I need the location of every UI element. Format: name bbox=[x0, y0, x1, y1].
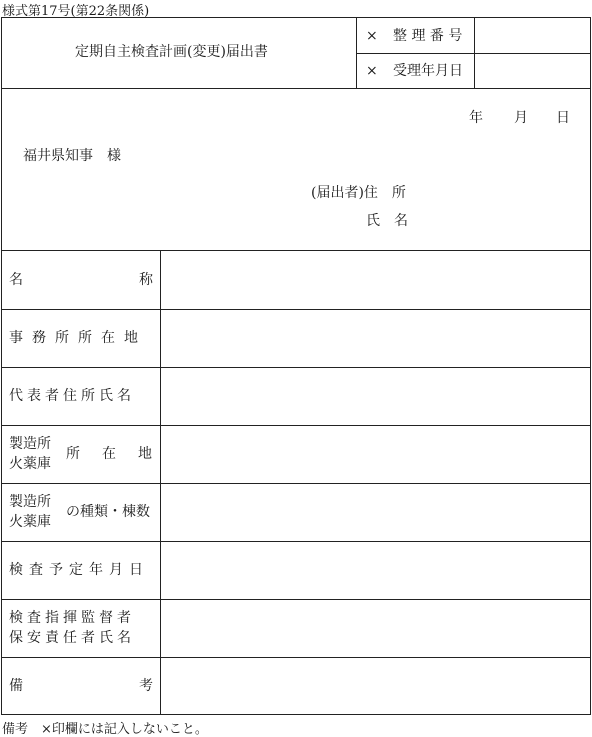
name-field[interactable] bbox=[162, 251, 590, 308]
applicant-address-label: (届出者)住 所 bbox=[311, 185, 406, 201]
row-label-facility-location: 所 在 地 bbox=[66, 446, 152, 462]
footnote: 備考 ×印欄には記入しないこと。 bbox=[2, 722, 208, 737]
supervisor-manager-field[interactable] bbox=[162, 600, 590, 656]
row-label-office-address: 事務所所在地 bbox=[9, 330, 147, 346]
form-title: 定期自主検査計画(変更)届出書 bbox=[75, 44, 268, 60]
receipt-date-label: 受理年月日 bbox=[393, 63, 463, 79]
applicant-name-label: 氏 名 bbox=[366, 213, 408, 229]
date-year: 年 bbox=[469, 110, 483, 126]
receipt-number-label: 整 理 番 号 bbox=[393, 28, 463, 44]
row-label-inspection-date: 検査予定年月日 bbox=[9, 562, 149, 578]
receipt-date-field[interactable] bbox=[476, 54, 590, 87]
facility-type-count-field[interactable] bbox=[162, 484, 590, 540]
inspection-date-field[interactable] bbox=[162, 542, 590, 598]
form-number-label: 様式第17号(第22条関係) bbox=[2, 4, 150, 19]
facility-location-field[interactable] bbox=[162, 426, 590, 482]
row-label-name: 名 称 bbox=[9, 272, 153, 288]
addressee: 福井県知事 様 bbox=[23, 148, 121, 164]
row-label-inspection-supervisor: 検査指揮監督者 bbox=[9, 610, 135, 626]
row-label-facility-type-count: の種類・棟数 bbox=[66, 504, 150, 520]
row-label-prefix-magazine: 火薬庫 bbox=[9, 514, 51, 530]
office-use-mark: × bbox=[366, 28, 378, 44]
office-address-field[interactable] bbox=[162, 310, 590, 366]
row-label-prefix-factory: 製造所 bbox=[9, 494, 51, 510]
date-day: 日 bbox=[556, 110, 570, 126]
row-label-security-manager: 保安責任者氏名 bbox=[9, 630, 135, 646]
date-month: 月 bbox=[514, 110, 528, 126]
office-use-mark: × bbox=[366, 63, 378, 79]
receipt-number-field[interactable] bbox=[476, 18, 590, 52]
remarks-field[interactable] bbox=[162, 658, 590, 714]
header-bottom-line bbox=[1, 88, 591, 89]
representative-field[interactable] bbox=[162, 368, 590, 424]
row-label-prefix-magazine: 火薬庫 bbox=[9, 456, 51, 472]
row-label-prefix-factory: 製造所 bbox=[9, 436, 51, 452]
row-label-representative: 代表者住所氏名 bbox=[9, 388, 135, 404]
row-label-remarks: 備 考 bbox=[9, 678, 153, 694]
